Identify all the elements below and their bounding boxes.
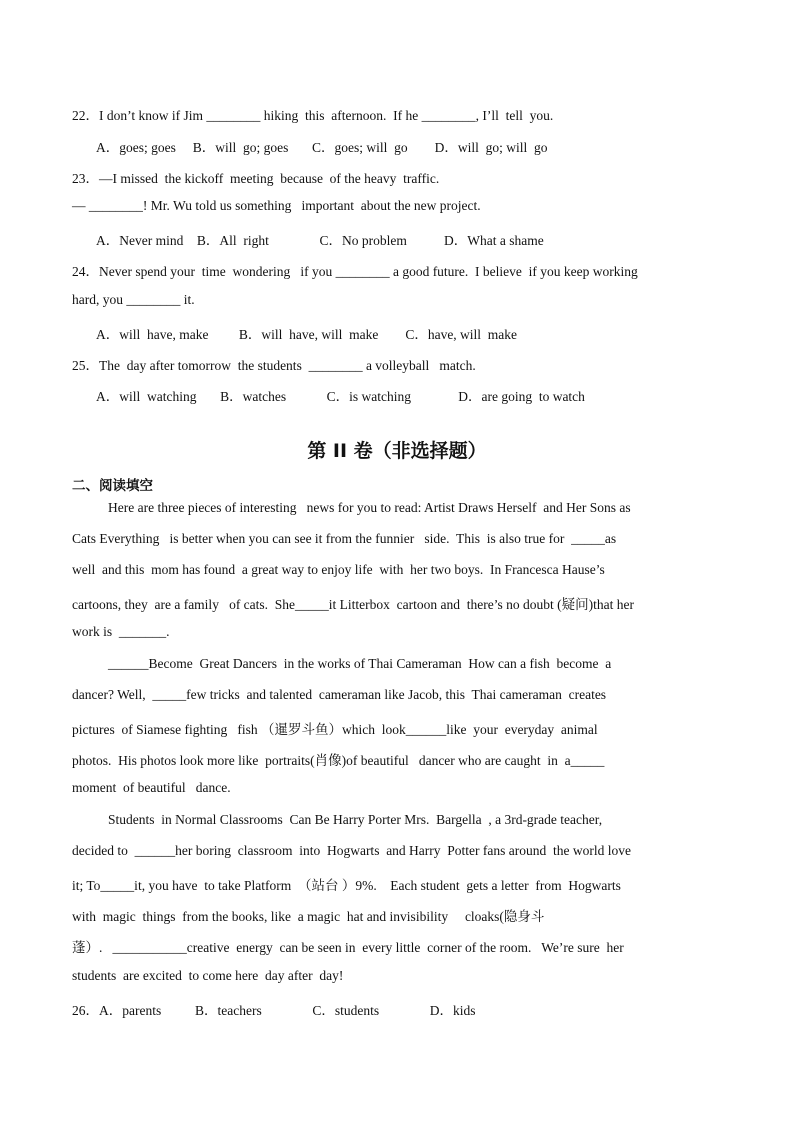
question-24-options: A．will have, make B．will have, will make C．have, will make [96,327,518,342]
question-23: 23．—I missed the kickoff meeting because of the heavy traffic. [72,171,440,186]
passage-line: cartoons, they are a family of cats. She_____it Litterbox cartoon and there’s no doubt (疑问)that her [72,597,634,612]
passage-line: it; To_____it, you have to take Platform （站台 ）9%. Each student gets a letter from Hogwarts [72,878,621,893]
passage-line: 蓬）. ___________creative energy can be seen in every little corner of the room. We’re sure her [72,940,624,955]
question-24: 24．Never spend your time wondering if you ________ a good future. I believe if you keep working [72,264,638,279]
passage-line: ______Become Great Dancers in the works of Thai Cameraman How can a fish become a [108,656,612,671]
passage-line: photos. His photos look more like portraits(肖像)of beautiful dancer who are caught in a_____ [72,753,605,768]
passage-line: well and this mom has found a great way to enjoy life with her two boys. In Francesca Hause’s [72,562,605,577]
passage-line: Here are three pieces of interesting news for you to read: Artist Draws Herself and Her Sons as [108,500,631,515]
passage-line: moment of beautiful dance. [72,780,231,795]
passage-line: decided to ______her boring classroom into Hogwarts and Harry Potter fans around the world love [72,843,631,858]
question-23-reply: — ________! Mr. Wu told us something important about the new project. [72,198,481,213]
passage-line: with magic things from the books, like a magic hat and invisibility cloaks(隐身斗 [72,909,545,924]
question-22-options: A．goes; goes B．will go; goes C．goes; will go D．will go; will go [96,140,548,155]
passage-line: pictures of Siamese fighting fish （暹罗斗鱼）which look______like your everyday animal [72,722,598,737]
question-24-continued: hard, you ________ it. [72,292,195,307]
passage-line: Cats Everything is better when you can see it from the funnier side. This is also true for _____as [72,531,617,546]
question-22: 22．I don’t know if Jim ________ hiking this afternoon. If he ________, I’ll tell you. [72,108,554,123]
passage-line: students are excited to come here day after day! [72,968,344,983]
question-25-options: A．will watching B．watches C．is watching D．are going to watch [96,389,585,404]
passage-line: Students in Normal Classrooms Can Be Harry Porter Mrs. Bargella , a 3rd-grade teacher, [108,812,603,827]
passage-line: work is _______. [72,624,170,639]
question-26-options: 26．A．parents B．teachers C．students D．kids [72,1003,476,1018]
part-title: 第 II 卷（非选择题） [307,440,487,462]
question-23-options: A．Never mind B．All right C．No problem D．What a shame [96,233,544,248]
question-25: 25．The day after tomorrow the students ________ a volleyball match. [72,358,476,373]
section-heading: 二、阅读填空 [72,478,153,494]
passage-line: dancer? Well, _____few tricks and talented cameraman like Jacob, this Thai cameraman creates [72,687,607,702]
